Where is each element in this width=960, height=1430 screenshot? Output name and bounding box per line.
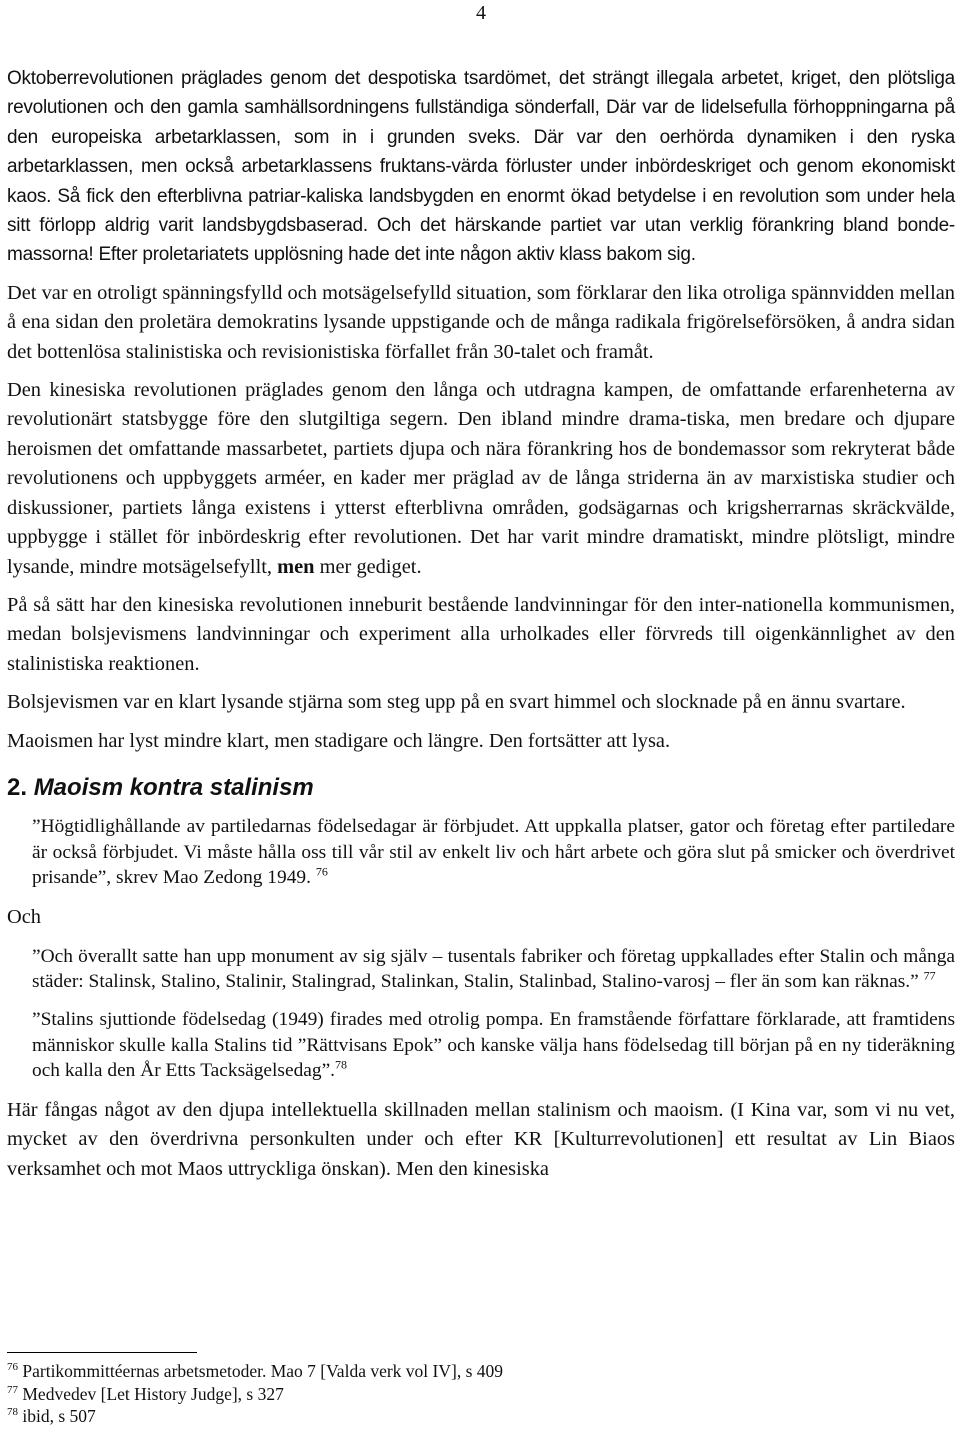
quote-text: ”Stalins sjuttionde födelsedag (1949) firades med otrolig pompa. En framstående författare förklarade, att framtidens människor skulle kalla Stalins tid ”Rättvisans Epok” och kanske välja hans födelsedag till början på en ny tideräkning och kalla den År Etts Tacksägelsedag”. bbox=[32, 1008, 955, 1082]
footnotes bbox=[7, 1360, 503, 1428]
section-heading bbox=[7, 774, 955, 802]
page-number: 4 bbox=[476, 2, 486, 24]
section-title: Maoism kontra stalinism bbox=[33, 773, 314, 801]
footnote-text: Medvedev [Let History Judge], s 327 bbox=[22, 1383, 284, 1404]
paragraph-bolsjevismen: Bolsjevismen var en klart lysande stjärna som steg upp på en svart himmel och slocknade på en ännu svartare. bbox=[7, 691, 906, 714]
section-number: 2. bbox=[7, 773, 28, 801]
paragraph-oktoberrevolutionen: Oktoberrevolutionen präglades genom det despotiska tsardömet, det strängt illegala arbetet, kriget, den plötsliga revolutionen och den gamla samhällsordningens fullständiga sönderfall, Där var de lidelsefulla förhoppningarna på den europeiska arbetarklassen, som in i grunden sveks. Där var den oerhörda dynamiken i den ryska arbetarklassen, men också arbetarklassens fruktans-värda förluster under inbördeskriget och genom ekonomiskt kaos. Så fick den efterblivna patriar-kaliska landsbygden en enormt ökad betydelse i en revolution som under hela sitt förlopp aldrig varit landsbygdsbaserad. Och det härskande partiet var utan verklig förankring bland bonde-massorna! Efter proletariatets upplösning hade det inte någon aktiv klass bakom sig. bbox=[7, 68, 955, 266]
quote-stalin-monuments bbox=[32, 944, 955, 995]
footnote-78 bbox=[7, 1405, 503, 1428]
quote-stalin-birthday bbox=[32, 1007, 955, 1084]
footnote-ref[interactable]: 76 bbox=[315, 864, 328, 879]
footnote-number: 76 bbox=[7, 1361, 18, 1374]
footnote-divider bbox=[7, 1352, 197, 1353]
paragraph-maoismen: Maoismen har lyst mindre klart, men stadigare och längre. Den fortsätter att lysa. bbox=[7, 729, 671, 752]
footnote-ref[interactable]: 78 bbox=[335, 1057, 348, 1072]
quote-mao bbox=[32, 814, 955, 891]
paragraph-spanningsfylld: Det var en otroligt spänningsfylld och motsägelsefylld situation, som förklarar den lika otroliga spännvidden mellan å ena sidan den proletära demokratins lysande uppstigande och de många radikala frigörelseförsöken, å andra sidan det bottenlösa stalinistiska och revisionistiska förfallet från 30-talet och framåt. bbox=[7, 281, 955, 363]
footnote-text: ibid, s 507 bbox=[22, 1406, 96, 1427]
footnote-number: 78 bbox=[7, 1406, 18, 1419]
page-body bbox=[7, 64, 955, 1193]
footnote-number: 77 bbox=[7, 1383, 18, 1396]
footnote-77 bbox=[7, 1383, 503, 1406]
paragraph-text-end: mer gediget. bbox=[319, 555, 422, 578]
quote-text: ”Högtidlighållande av partiledarnas födelsedagar är förbjudet. Att uppkalla platser, gator och företag efter partiledare är också förbjudet. Vi måste hålla oss till vår stil av enkelt liv och hårt arbete och göra slut på smicker och överdrivet prisande”, skrev Mao Zedong 1949. bbox=[32, 815, 955, 889]
paragraph-text: Den kinesiska revolutionen präglades genom den långa och utdragna kampen, de omfattande erfarenheterna av revolutionärt statsbygge före den slutgiltiga segern. Den ibland mindre drama-tiska, men bredare och djupare heroismen det omfattande massarbetet, partiets djupa och nära förankring hos de bondemassor som rekryterat både revolutionens och uppbyggets arméer, en kader mer präglad av de långa striderna än av marxistiska studier och diskussioner, partiets långa existens i ytterst efterblivna områden, godsägarnas och krigsherrarnas skräckvälde, uppbygge i stället för inbördeskrig efter revolutionen. Det har varit mindre dramatiskt, mindre plötsligt, mindre lysande, mindre motsägelsefyllt, bbox=[7, 379, 955, 578]
bold-emphasis: men bbox=[277, 555, 315, 578]
footnote-ref[interactable]: 77 bbox=[923, 968, 936, 983]
footnote-76 bbox=[7, 1360, 503, 1383]
paragraph-skillnaden: Här fångas något av den djupa intellektuella skillnaden mellan stalinism och maoism. (I Kina var, som vi nu vet, mycket av den överdrivna personkulten under och efter KR [Kulturrevolutionen] ett resultat av Lin Biaos verksamhet och mot Maos uttryckliga önskan). Men den kinesiska bbox=[7, 1098, 955, 1180]
paragraph-landvinningar: På så sätt har den kinesiska revolutionen inneburit bestående landvinningar för den inter-nationella kommunismen, medan bolsjevismens landvinningar och experiment alla urholkades eller förvreds till oigenkännlighet av den stalinistiska reaktionen. bbox=[7, 593, 955, 675]
quote-text: ”Och överallt satte han upp monument av sig själv – tusentals fabriker och företag uppkallades efter Stalin och många städer: Stalinsk, Stalino, Stalinir, Stalingrad, Stalinkan, Stalin, Stalinbad, Stalino-varosj – fler än som kan räknas.” bbox=[32, 945, 955, 993]
paragraph-kinesiska-revolutionen bbox=[7, 376, 955, 582]
footnote-text: Partikommittéernas arbetsmetoder. Mao 7 [Valda verk vol IV], s 409 bbox=[22, 1361, 504, 1381]
connector-och: Och bbox=[7, 905, 41, 928]
